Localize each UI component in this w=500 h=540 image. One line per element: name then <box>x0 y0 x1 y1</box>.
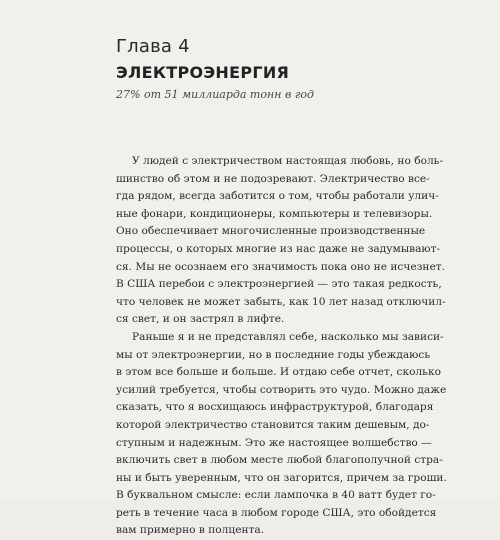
text-line: усилий требуется, чтобы сотворить это чудо. Можно даже <box>116 383 447 396</box>
text-line: реть в течение часа в любом городе США, это обойдется <box>116 506 437 519</box>
text-line: в этом все больше и больше. И отдаю себе отчет, сколько <box>116 366 441 379</box>
chapter-title: ЭЛЕКТРОЭНЕРГИЯ <box>116 63 290 82</box>
text-line: сказать, что я восхищаюсь инфраструктурой, благодаря <box>116 401 434 414</box>
text-line: мы от электроэнергии, но в последние годы убеждаюсь <box>116 348 431 361</box>
text-line: В США перебои с электроэнергией — это такая редкость, <box>116 278 442 291</box>
text-line: что человек не может забыть, как 10 лет назад отключил- <box>116 295 446 308</box>
text-line: ся свет, и он застрял в лифте. <box>116 313 285 326</box>
text-line: включить свет в любом месте любой благополучной стра- <box>116 454 443 467</box>
text-line: которой электричество становится таким дешевым, до- <box>116 418 430 431</box>
text-line: ны и быть уверенным, что он загорится, причем за гроши. <box>116 471 447 484</box>
chapter-label: Глава 4 <box>116 36 190 57</box>
text-line: Раньше я и не представлял себе, насколько мы зависи- <box>132 330 444 343</box>
text-line: гда рядом, всегда заботится о том, чтобы работали улич- <box>116 190 439 203</box>
chapter-subtitle: 27% от 51 миллиарда тонн в год <box>116 88 315 101</box>
text-line: вам примерно в полцента. <box>116 524 265 537</box>
text-line: В буквальном смысле: если лампочка в 40 ватт будет го- <box>116 489 436 502</box>
body-text <box>116 153 447 540</box>
text-line: ся. Мы не осознаем его значимость пока оно не исчезнет. <box>116 260 445 273</box>
text-line: У людей с электричеством настоящая любовь, но боль- <box>132 155 444 167</box>
text-line: ступным и надежным. Это же настоящее волшебство — <box>116 436 432 449</box>
text-line: шинство об этом и не подозревают. Электричество все- <box>116 172 430 185</box>
text-line: ные фонари, кондиционеры, компьютеры и телевизоры. <box>116 207 433 220</box>
text-line: процессы, о которых многие из нас даже не задумывают- <box>116 242 441 255</box>
text-line: Оно обеспечивает многочисленные производственные <box>116 225 426 238</box>
